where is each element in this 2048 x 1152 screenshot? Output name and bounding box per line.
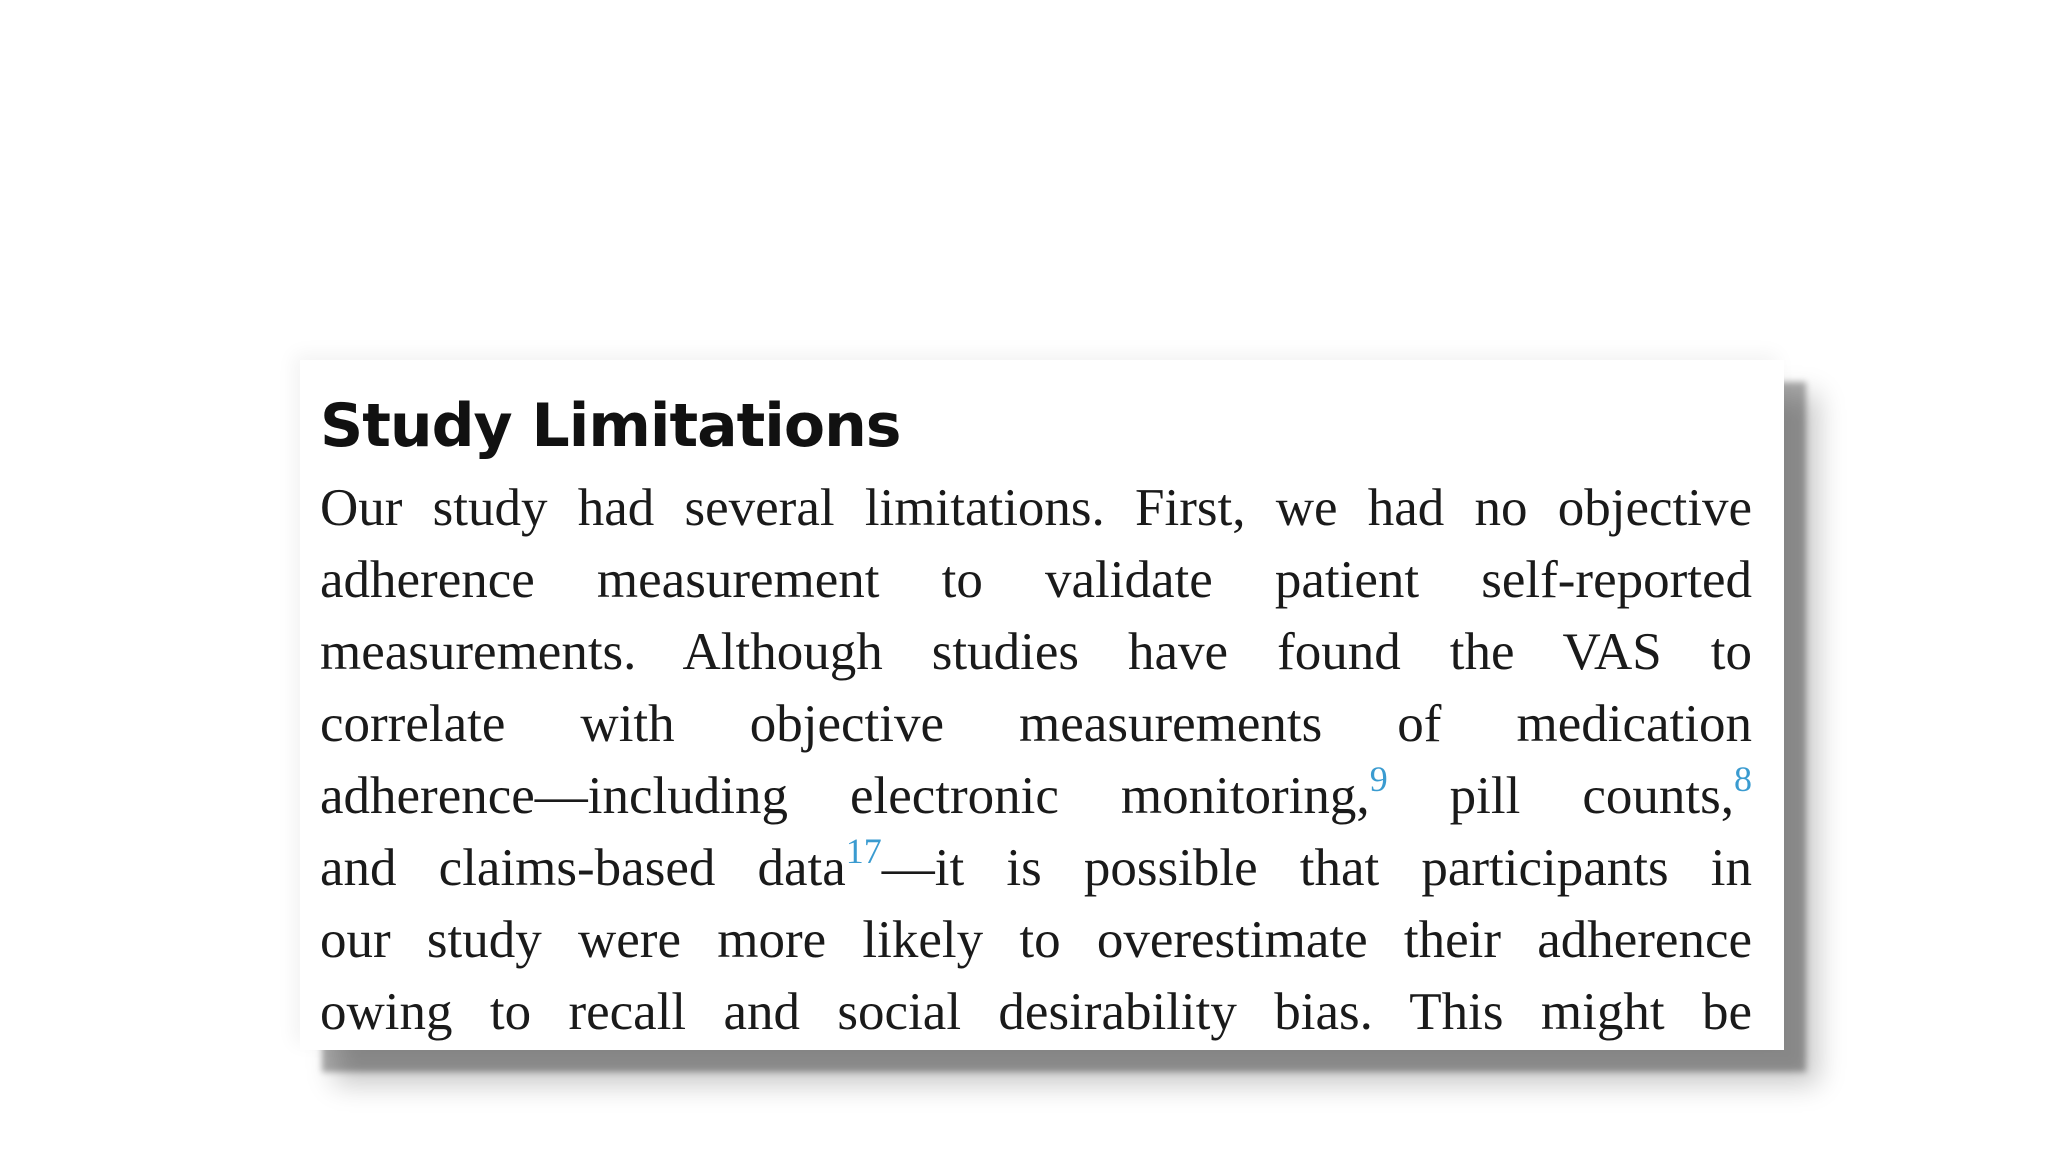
paragraph-text: adherence—including electronic monitoring, (320, 767, 1370, 825)
paragraph-line (320, 760, 1752, 832)
paragraph-line (320, 544, 1752, 616)
paragraph-line (320, 688, 1752, 760)
paragraph-text: —it is possible that participants in (881, 839, 1753, 897)
paragraph-text: correlate with objective measurements of medication (320, 695, 1752, 753)
body-paragraph (320, 472, 1752, 1048)
reference-citation-link[interactable]: 9 (1369, 759, 1388, 799)
section-heading: Study Limitations (320, 391, 901, 461)
paragraph-line (320, 832, 1752, 904)
paragraph-text: our study were more likely to overestimate their adherence (320, 911, 1752, 969)
paragraph-text: and claims-based data (320, 839, 846, 897)
paragraph-text: pill counts, (1387, 767, 1734, 825)
reference-citation-link[interactable]: 17 (845, 831, 882, 871)
paragraph-line (320, 976, 1752, 1048)
paper-excerpt-card (300, 360, 1784, 1050)
paragraph-line (320, 616, 1752, 688)
paragraph-text: measurements. Although studies have found the VAS to (320, 623, 1752, 681)
paragraph-line (320, 472, 1752, 544)
paragraph-text: Our study had several limitations. First, we had no objective (320, 479, 1752, 537)
paragraph-text: owing to recall and social desirability bias. This might be (320, 983, 1752, 1041)
reference-citation-link[interactable]: 8 (1733, 759, 1752, 799)
paragraph-line (320, 904, 1752, 976)
paragraph-text: adherence measurement to validate patient self-reported (320, 551, 1752, 609)
